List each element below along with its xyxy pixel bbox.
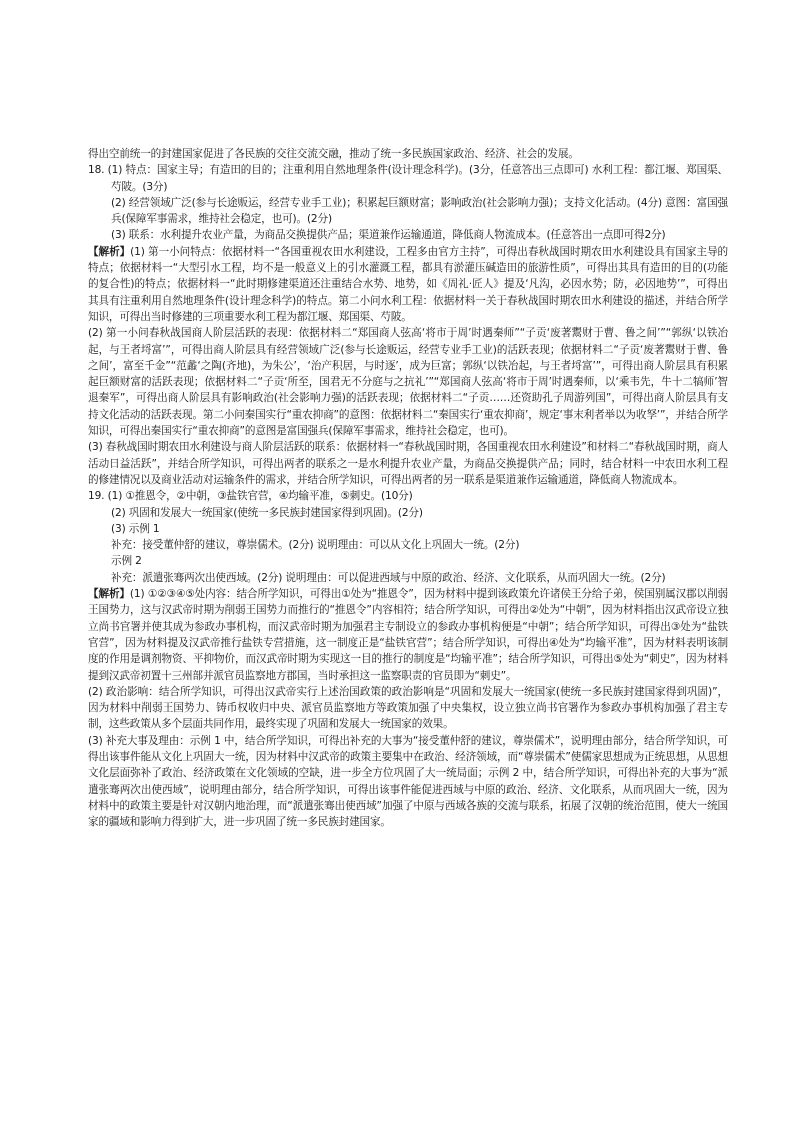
line-text: (1) ①②③④⑤处内容：结合所学知识，可得出①处为“推恩令”，因为材料中提到该政策允许诸侯王分给子弟，侯国别属汉郡以削弱王国势力，这与汉武帝时期为削弱王国势力而推行的“推恩令”内容相符；结合所学知识，可得出②处为“中朝”，因为材料指出汉武帝设立独立尚书官署并使其成为参政办事机构，而汉武帝时期为加强君主专制设立的参政办事机构便是“中朝”；结合所学知识，可得出③处为“盐铁官营”，因为材料提及汉武帝推行盐铁专营措施，这一制度正是“盐铁官营”；结合所学知识，可得出④处为“均输平准”，因为材料表明该制度的作用是调剂物资、平抑物价，而汉武帝时期为实现这一目的推行的制度是“均输平准”；结合所学知识，可得出⑤处为“刺史”，因为材料提到汉武帝初置十三州部并派官员监察地方郡国，当时承担这一监察职责的官员即为“刺史”。 <box>88 588 728 682</box>
q19-example-2-title <box>88 553 728 569</box>
line-text: (3) 春秋战国时期农田水利建设与商人阶层活跃的联系：依据材料一“春秋战国时期，各国重视农田水利建设”和材料二“春秋战国时期，商人活动日益活跃”，并结合所学知识，可得出两者的联系之一是水利提升农业产量，为商品交换提供产品；同时，结合材料一中农田水利工程的修建情况以及商业活动对运输条件的需求，并结合所学知识，可得出两者的另一联系是渠道兼作运输通道，降低商人物流成本。 <box>88 441 728 486</box>
q19-analysis-2 <box>88 684 728 733</box>
line-text: (2) 第一小问春秋战国商人阶层活跃的表现：依据材料二“郑国商人弦高‘将市于周’时遇秦师”“子贡‘废著鬻财于曹、鲁之间’”“郭纵‘以铁冶起，与王者埒富’”，可得出商人阶层具有经营领域广泛(参与长途贩运，经营专业手工业)的活跃表现；依据材料二“子贡‘废著鬻财于曹、鲁之间’，富至千金”“范蠡‘之陶(齐地)，为朱公’，‘治产积居，与时逐’，成为巨富；郭纵‘以铁冶起，与王者埒富’”，可得出商人阶层具有积累起巨额财富的活跃表现；依据材料二“子贡‘所至，国君无不分庭与之抗礼’”“郑国商人弦高‘将市于周’时遇秦师，以‘乘韦先，牛十二犒师’智退秦军”，可得出商人阶层具有影响政治(社会影响力强)的活跃表现；依据材料二“子贡……还资助孔子周游列国”，可得出商人阶层具有支持文化活动的活跃表现。第二小问秦国实行“重农抑商”的意图：依据材料二“秦国实行‘重农抑商’，规定‘事末利者举以为收孥’”，并结合所学知识，可得出秦国实行“重农抑商”的意图是富国强兵(保障军事需求，维持社会稳定，也可)。 <box>88 327 728 438</box>
line-text: 19. (1) ①推恩令，②中朝，③盐铁官营，④均输平准，⑤刺史。(10分) <box>88 490 413 503</box>
q19-example-1 <box>88 537 728 553</box>
line-text: (3) 示例 1 <box>111 522 160 535</box>
line-text: 18. (1) 特点：国家主导；有造田的目的；注重利用自然地理条件(设计理念科学)。(3分，任意答出三点即可) 水利工程：都江堰、郑国渠、芍陂。(3分) <box>88 164 728 193</box>
answer-page <box>88 146 728 830</box>
line-text: 补充：接受董仲舒的建议，尊崇儒术。(2分) 说明理由：可以从文化上巩固大一统。(2分) <box>111 539 520 552</box>
q19-answer-2 <box>88 505 728 521</box>
line-text: (2) 经营领域广泛(参与长途贩运，经营专业手工业)；积累起巨额财富；影响政治(社会影响力强)；支持文化活动。(4分) 意图：富国强兵(保障军事需求，维持社会稳定，也可)。(2分) <box>111 196 728 226</box>
q18-analysis-1 <box>88 244 728 325</box>
q18-answer-3 <box>88 227 728 243</box>
line-text: (3) 补充大事及理由：示例 1 中，结合所学知识，可得出补充的大事为“接受董仲舒的建议，尊崇儒术”，说明理由部分，结合所学知识，可得出该事件能从文化上巩固大一统，因为材料中汉武帝的政策主要集中在政治、经济领域，而“尊崇儒术”使儒家思想成为正统思想，从思想文化层面弥补了政治、经济政策在文化领域的空缺，进一步全方位巩固了大一统局面；示例 2 中，结合所学知识，可得出补充的大事为“派遣张骞两次出使西域”，说明理由部分，结合所学知识，可得出该事件能促进西域与中原的政治、经济、文化联系，从而巩固大一统，因为材料中的政策主要是针对汉朝内地治理，而“派遣张骞出使西域”加强了中原与西域各族的交流与联系，拓展了汉朝的统治范围，使大一统国家的疆域和影响力得到扩大，进一步巩固了统一多民族封建国家。 <box>88 734 728 829</box>
q18-analysis-3 <box>88 439 728 488</box>
line-text: 得出空前统一的封建国家促进了各民族的交往交流交融，推动了统一多民族国家政治、经济、社会的发展。 <box>88 148 579 160</box>
line-text: (3) 联系：水利提升农业产量，为商品交换提供产品；渠道兼作运输通道，降低商人物流成本。(任意答出一点即可得2分) <box>111 229 666 242</box>
line-text: (2) 政治影响：结合所学知识，可得出汉武帝实行上述治国政策的政治影响是“巩固和发展大一统国家(使统一多民族封建国家得到巩固)”，因为材料中削弱王国势力、铸币权收归中央、派官员监察地方等政策加强了中央集权，设立独立尚书官署作为参政办事机构加强了君主专制，这些政策从多个层面共同作用，最终实现了巩固和发展大一统国家的效果。 <box>88 685 728 731</box>
line-text: (2) 巩固和发展大一统国家(使统一多民族封建国家得到巩固)。(2分) <box>111 506 423 519</box>
q19-analysis-3 <box>88 733 728 831</box>
line-text: (1) 第一小问特点：依据材料一“各国重视农田水利建设，工程多由官方主持”，可得出春秋战国时期农田水利建设具有国家主导的特点；依据材料一“大型引水工程，均不是一般意义上的引水灌溉工程，都具有淤灌压碱造田的旅游性质”，可得出其具有造田的目的(功能的复合性)的特点；依据材料一“此时期修建渠道还注重结合水势、地势，如《周礼·匠人》提及‘凡沟，必因水势；防，必因地势’”，可得出其具有注重利用自然地理条件(设计理念科学)的特点。第二小问水利工程：依据材料一关于春秋战国时期农田水利建设的描述，并结合所学知识，可得出当时修建的三项重要水利工程为都江堰、郑国渠、芍陂。 <box>88 245 728 323</box>
intro-line <box>88 146 728 162</box>
q19-example-1-title <box>88 521 728 537</box>
q18-analysis-2 <box>88 325 728 439</box>
analysis-tag: 【解析】 <box>88 588 130 601</box>
line-text: 示例 2 <box>111 555 142 568</box>
q19-example-2 <box>88 570 728 586</box>
q18-answer-2 <box>88 195 728 228</box>
q19-answer-1 <box>88 488 728 504</box>
line-text: 补充：派遣张骞两次出使西域。(2分) 说明理由：可以促进西域与中原的政治、经济、文化联系，从而巩固大一统。(2分) <box>111 571 666 584</box>
analysis-tag: 【解析】 <box>88 245 131 258</box>
q18-answer-1 <box>88 162 728 195</box>
q19-analysis-1 <box>88 586 728 684</box>
